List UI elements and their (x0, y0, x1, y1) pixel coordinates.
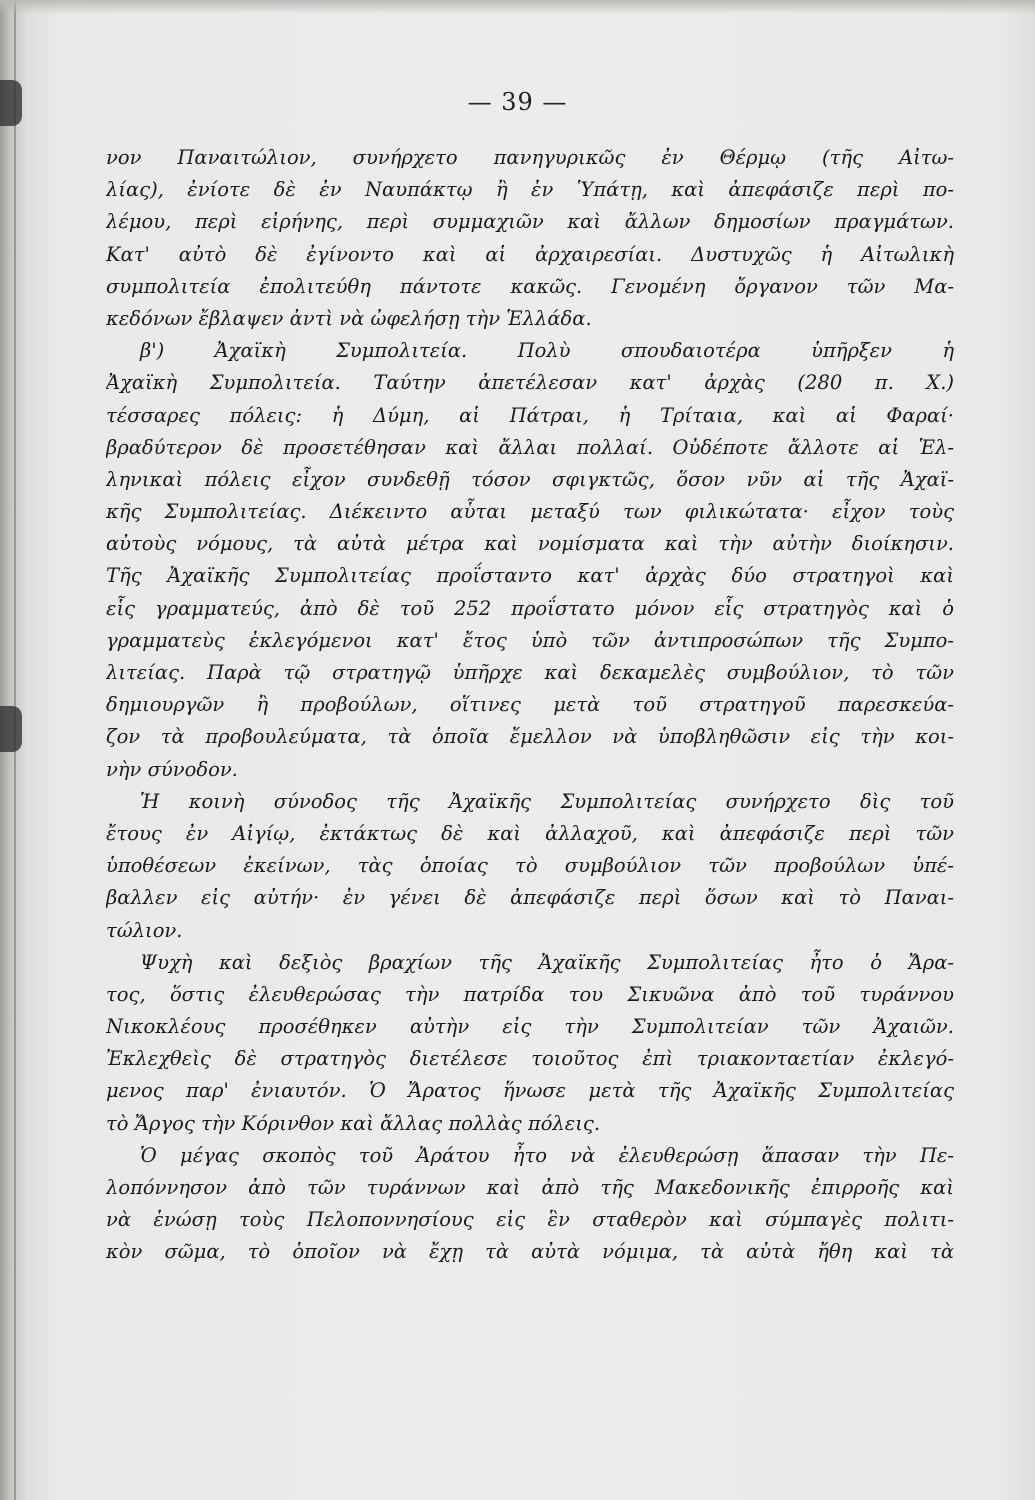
text-line: κὸν σῶμα, τὸ ὁποῖον νὰ ἔχῃ τὰ αὐτὰ νόμιμα, τὰ αὐτὰ ἤθη καὶ τὰ (106, 1240, 954, 1264)
text-line: μενος παρ' ἐνιαυτόν. Ὁ Ἄρατος ἥνωσε μετὰ τῆς Ἀχαϊκῆς Συμπολιτείας (106, 1079, 954, 1103)
text-line: αὐτοὺς νόμους, τὰ αὐτὰ μέτρα καὶ νομίσματα καὶ τὴν αὐτὴν διοίκησιν. (106, 532, 954, 556)
paragraph-start-line: Ὁ μέγας σκοπὸς τοῦ Ἀράτου ἦτο νὰ ἐλευθερώσῃ ἅπασαν τὴν Πε- (140, 1143, 954, 1167)
text-line: Νικοκλέους προσέθηκεν αὐτὴν εἰς τὴν Συμπολιτείαν τῶν Ἀχαιῶν. (106, 1015, 954, 1039)
text-line: βραδύτερον δὲ προσετέθησαν καὶ ἄλλαι πολλαί. Οὐδέποτε ἄλλοτε αἱ Ἑλ- (106, 435, 954, 459)
text-line: βαλλεν εἰς αὐτήν· ἐν γένει δὲ ἀπεφάσιζε περὶ ὅσων καὶ τὸ Παναι- (106, 886, 954, 910)
text-line: ὑποθέσεων ἐκείνων, τὰς ὁποίας τὸ συμβούλιον τῶν προβούλων ὑπέ- (106, 854, 954, 878)
text-line: λίας), ἐνίοτε δὲ ἐν Ναυπάκτῳ ἢ ἐν Ὑπάτῃ, καὶ ἀπεφάσιζε περὶ πο- (106, 178, 954, 202)
binding-tear-mark (0, 706, 22, 752)
top-shadow (0, 0, 1035, 14)
paragraph-start-line: Ἡ κοινὴ σύνοδος τῆς Ἀχαϊκῆς Συμπολιτείας συνήρχετο δὶς τοῦ (140, 789, 954, 813)
text-line: λέμου, περὶ εἰρήνης, περὶ συμμαχιῶν καὶ ἄλλων δημοσίων πραγμάτων. (106, 210, 954, 234)
text-line: Τῆς Ἀχαϊκῆς Συμπολιτείας προΐσταντο κατ' ἀρχὰς δύο στρατηγοὶ καὶ (106, 564, 954, 588)
text-line: τώλιον. (106, 918, 183, 942)
text-line: συμπολιτεία ἐπολιτεύθη πάντοτε κακῶς. Γενομένη ὄργανον τῶν Μα- (106, 274, 954, 298)
body-text (106, 142, 954, 1269)
page-number: — 39 — (467, 88, 568, 116)
text-line: λιτείας. Παρὰ τῷ στρατηγῷ ὑπῆρχε καὶ δεκαμελὲς συμβούλιον, τὸ τῶν (106, 661, 954, 684)
text-line: τέσσαρες πόλεις: ἡ Δύμη, αἱ Πάτραι, ἡ Τρίταια, καὶ αἱ Φαραί· (106, 403, 954, 427)
text-line: νον Παναιτώλιον, συνήρχετο πανηγυρικῶς ἐν Θέρμῳ (τῆς Αἰτω- (106, 146, 954, 169)
text-line: εἷς γραμματεύς, ἀπὸ δὲ τοῦ 252 προΐστατο μόνον εἷς στρατηγὸς καὶ ὁ (106, 596, 954, 620)
text-line: κεδόνων ἔβλαψεν ἀντὶ νὰ ὠφελήσῃ τὴν Ἑλλάδα. (106, 306, 592, 330)
text-line: λοπόννησον ἀπὸ τῶν τυράννων καὶ ἀπὸ τῆς Μακεδονικῆς ἐπιρροῆς καὶ (106, 1176, 954, 1199)
text-line: ληνικαὶ πόλεις εἶχον συνδεθῇ τόσον σφιγκτῶς, ὅσον νῦν αἱ τῆς Ἀχαϊ- (106, 467, 954, 491)
section-heading-line: β') Ἀχαϊκὴ Συμπολιτεία. Πολὺ σπουδαιοτέρα ὑπῆρξεν ἡ (140, 339, 954, 363)
text-line: ἔτους ἐν Αἰγίῳ, ἐκτάκτως δὲ καὶ ἀλλαχοῦ, καὶ ἀπεφάσιζε περὶ τῶν (106, 821, 954, 845)
text-line: δημιουργῶν ἢ προβούλων, οἵτινες μετὰ τοῦ στρατηγοῦ παρεσκεύα- (106, 693, 954, 717)
paragraph-start-line: Ψυχὴ καὶ δεξιὸς βραχίων τῆς Ἀχαϊκῆς Συμπολιτείας ἦτο ὁ Ἄρα- (140, 950, 954, 974)
text-line: νὰ ἑνώσῃ τοὺς Πελοποννησίους εἰς ἓν σταθερὸν καὶ σύμπαγὲς πολιτι- (106, 1208, 954, 1232)
text-line: Κατ' αὐτὸ δὲ ἐγίνοντο καὶ αἱ ἀρχαιρεσίαι. Δυστυχῶς ἡ Αἰτωλικὴ (106, 242, 954, 266)
text-line: νὴν σύνοδον. (106, 757, 238, 781)
text-line: τὸ Ἄργος τὴν Κόρινθον καὶ ἄλλας πολλὰς πόλεις. (106, 1111, 601, 1135)
text-line: τος, ὅστις ἐλευθερώσας τὴν πατρίδα του Σικυῶνα ἀπὸ τοῦ τυράννου (106, 982, 954, 1006)
text-line: Ἀχαϊκὴ Συμπολιτεία. Ταύτην ἀπετέλεσαν κατ' ἀρχὰς (280 π. Χ.) (106, 371, 954, 395)
text-line: ζον τὰ προβουλεύματα, τὰ ὁποῖα ἔμελλον νὰ ὑποβληθῶσιν εἰς τὴν κοι- (106, 725, 954, 749)
text-line: γραμματεὺς ἐκλεγόμενοι κατ' ἔτος ὑπὸ τῶν ἀντιπροσώπων τῆς Συμπο- (106, 628, 954, 652)
text-line: Ἐκλεχθεὶς δὲ στρατηγὸς διετέλεσε τοιοῦτος ἐπὶ τριακονταετίαν ἐκλεγό- (106, 1047, 954, 1071)
text-line: κῆς Συμπολιτείας. Διέκειντο αὗται μεταξύ των φιλικώτατα· εἶχον τοὺς (106, 500, 954, 524)
